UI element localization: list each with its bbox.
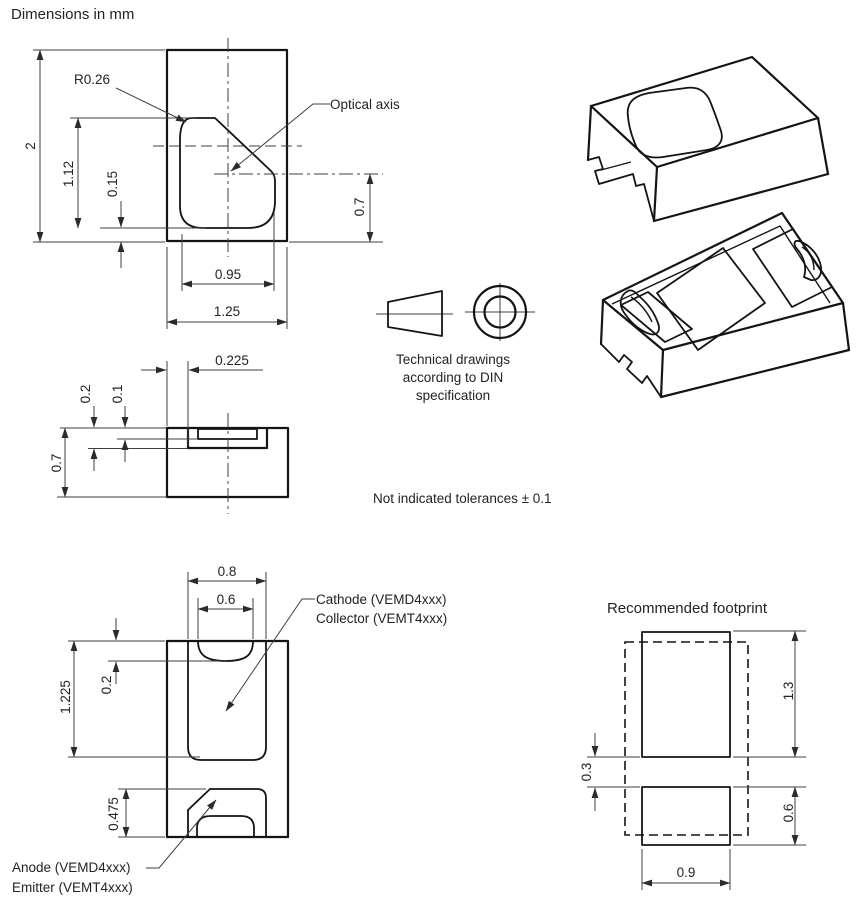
dim-body-height-label: 2 xyxy=(23,142,38,150)
cathode-pad-outline xyxy=(188,641,266,760)
lens-radius-leader xyxy=(116,88,186,122)
top-view xyxy=(23,38,400,329)
optical-axis-leader xyxy=(231,104,330,171)
dim-pad-notch-depth-label: 0.2 xyxy=(99,675,114,695)
footprint-title: Recommended footprint xyxy=(606,600,768,617)
dim-pad-width-label: 0.8 xyxy=(217,564,237,579)
collector-label: Collector (VEMT4xxx) xyxy=(316,611,448,626)
anode-leader xyxy=(146,800,216,868)
projection-note-line2: according to DIN xyxy=(402,370,504,385)
footprint-top-pad xyxy=(642,632,730,757)
bottom-view xyxy=(12,564,447,895)
iso-lens-recess xyxy=(628,88,722,158)
footprint-view xyxy=(579,600,806,890)
iso-bottom-rim xyxy=(612,226,830,304)
anode-pad-notch xyxy=(197,816,254,837)
tolerance-note: Not indicated tolerances ± 0.1 xyxy=(373,491,552,506)
dim-lens-height-label: 1.12 xyxy=(61,160,76,188)
dim-lip-depth-label: 0.1 xyxy=(110,384,125,404)
projection-note-line3: specification xyxy=(415,388,491,403)
iso-center-recess xyxy=(657,248,765,350)
lens-radius-label: R0.26 xyxy=(74,72,111,87)
side-view xyxy=(49,353,288,514)
dim-notch-offset-label: 0.225 xyxy=(215,353,249,368)
iso-view-package-top xyxy=(588,57,828,221)
bottom-view-body-outline xyxy=(167,641,288,837)
optical-axis-label: Optical axis xyxy=(330,97,400,112)
iso-view-package-bottom xyxy=(601,213,849,397)
iso-cathode-recess xyxy=(753,229,832,307)
dim-axis-height-label: 0.7 xyxy=(352,197,367,217)
footprint-dimension-lines xyxy=(587,631,806,890)
dim-lens-bottom-offset-label: 0.15 xyxy=(105,170,120,198)
dim-footprint-top-pad-height-label: 1.3 xyxy=(781,681,796,701)
cathode-pad-notch xyxy=(198,641,253,661)
iso-cathode-notch xyxy=(795,241,822,280)
iso-lead-tab xyxy=(588,157,654,221)
dim-side-height-label: 0.7 xyxy=(49,453,64,473)
dim-body-width-label: 1.25 xyxy=(213,304,241,319)
page-title: Dimensions in mm xyxy=(11,6,135,23)
anode-label: Anode (VEMD4xxx) xyxy=(12,860,131,875)
dim-notch-depth-label: 0.2 xyxy=(78,384,93,404)
projection-note-line1: Technical drawings xyxy=(395,352,511,367)
dim-cathode-pad-length-label: 1.225 xyxy=(58,680,73,714)
top-view-dimension-lines xyxy=(33,50,383,329)
emitter-label: Emitter (VEMT4xxx) xyxy=(12,880,133,895)
din-projection-symbols xyxy=(373,283,552,506)
cathode-label: Cathode (VEMD4xxx) xyxy=(316,592,447,607)
dim-lens-width-label: 0.95 xyxy=(214,267,242,282)
dim-footprint-pad-width-label: 0.9 xyxy=(676,865,696,880)
iso-bottom-lead-tab xyxy=(601,344,661,397)
footprint-bottom-pad xyxy=(642,787,730,845)
dim-anode-pad-length-label: 0.475 xyxy=(106,797,121,831)
dim-footprint-bottom-pad-height-label: 0.6 xyxy=(781,803,796,823)
dim-notch-width-label: 0.6 xyxy=(216,592,236,607)
cathode-leader xyxy=(226,599,315,711)
dim-footprint-gap-label: 0.3 xyxy=(579,762,594,782)
